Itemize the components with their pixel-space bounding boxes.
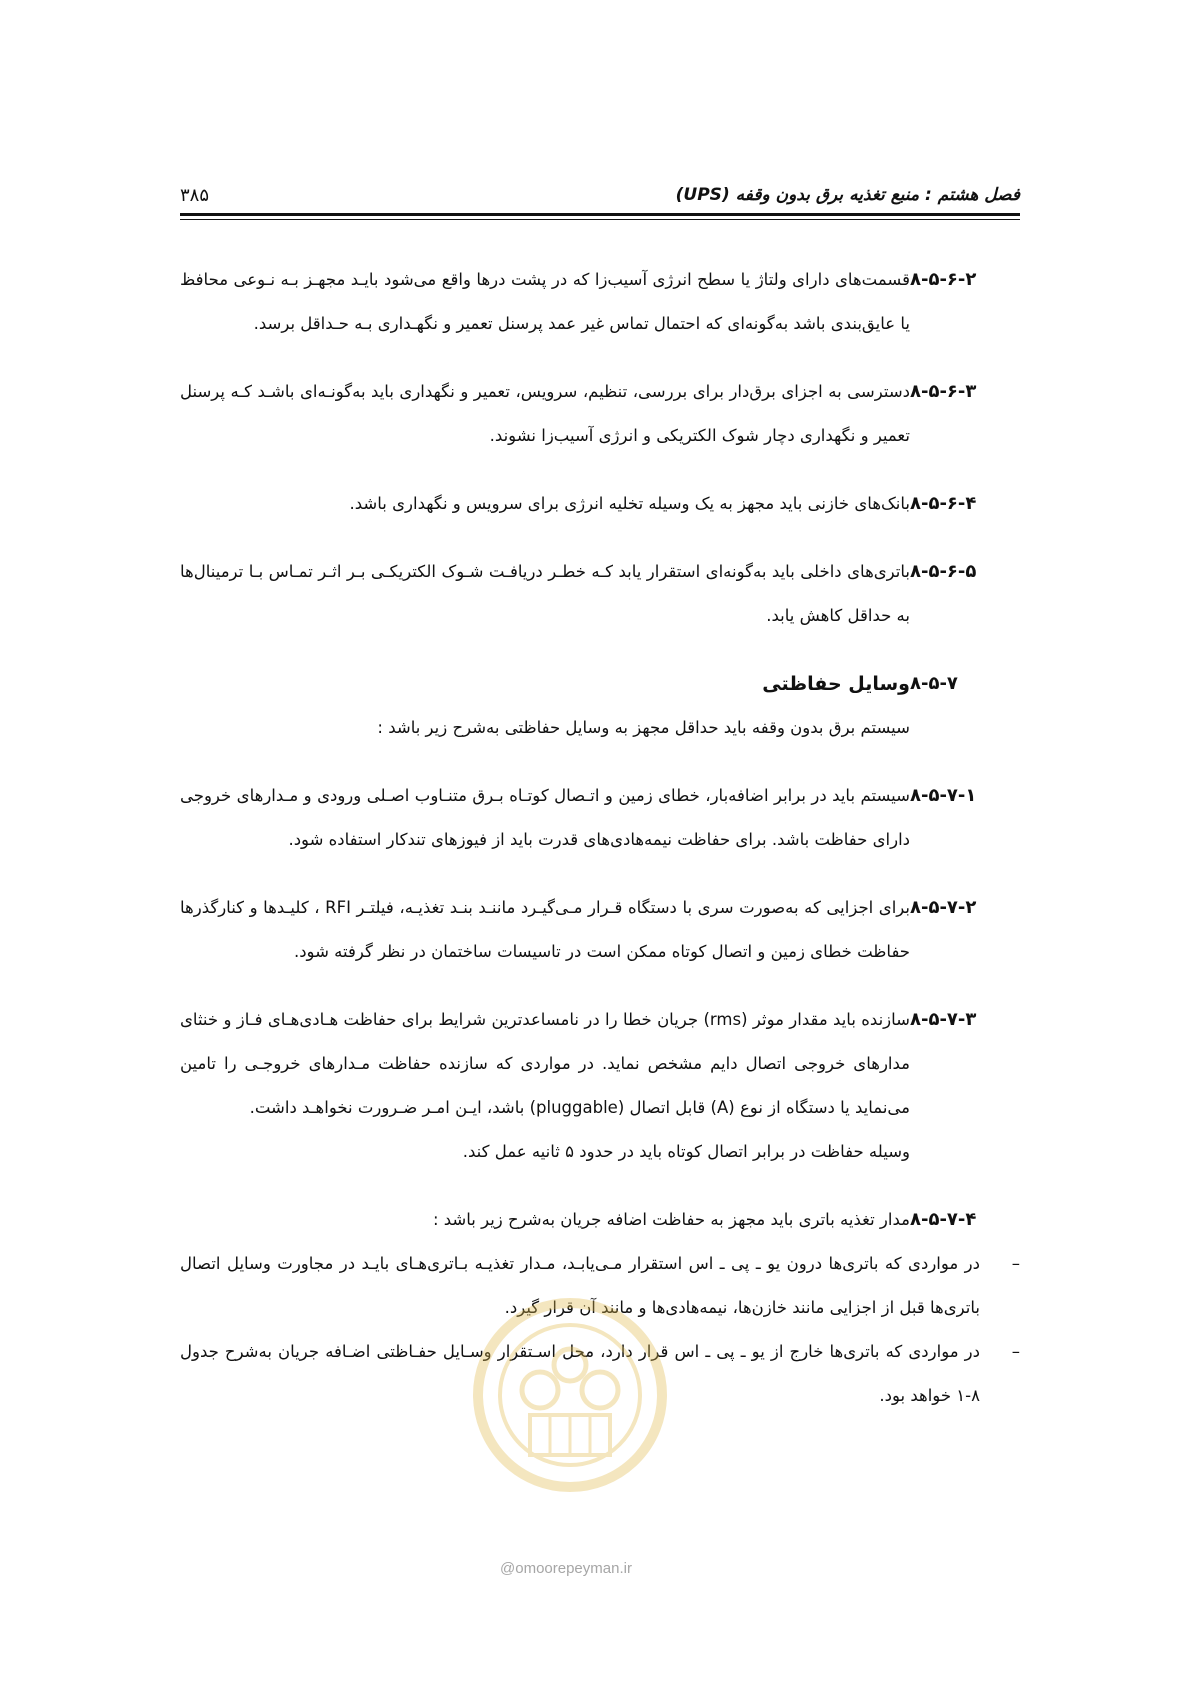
clause-note: وسیله حفاظت در برابر اتصال کوتاه باید در حدود ۵ ثانیه عمل کند. bbox=[462, 1142, 910, 1161]
clause-text: برای اجزایی که به‌صورت سری با دستگاه قـرار مـی‌گیـرد ماننـد بنـد تغذیـه، فیلتـر RFI ، کلیـدها و کنارگذرها حفاظت خطای زمین و اتصال کوتاه ممکن است در تاسیسات ساختمان در نظر گرفته شود. bbox=[180, 898, 910, 961]
chapter-title: فصل هشتم : منبع تغذیه برق بدون وقفه (UPS) bbox=[675, 185, 1020, 205]
section-heading bbox=[180, 662, 1020, 706]
bullet-dash: – bbox=[1011, 1254, 1020, 1273]
page-content bbox=[180, 258, 1020, 1418]
clause-text: بانک‌های خازنی باید مجهز به یک وسیله تخلیه انرژی برای سرویس و نگهداری باشد. bbox=[349, 494, 910, 513]
bullet-text: در مواردی که باتری‌ها خارج از یو ـ پی ـ اس قرار دارد، محل اسـتقرار وسـایل حفـاظتی اضـافه جریان به‌شرح جدول ۸-۱ خواهد بود. bbox=[180, 1342, 980, 1405]
bullet-text: در مواردی که باتری‌ها درون یو ـ پی ـ اس استقرار مـی‌یابـد، مـدار تغذیـه بـاتری‌هـای بایـد در مجاورت وسایل اتصال باتری‌ها قبل از اجزایی مانند خازن‌ها، نیمه‌هادی‌ها و مانند آن قرار گیرد. bbox=[180, 1254, 980, 1317]
clause-number: ۸-۵-۶-۳ bbox=[910, 381, 977, 402]
clause bbox=[180, 1198, 1020, 1242]
clause-text: مدار تغذیه باتری باید مجهز به حفاظت اضافه جریان به‌شرح زیر باشد : bbox=[432, 1210, 910, 1229]
header-rule-thin bbox=[180, 219, 1020, 220]
clause-number: ۸-۵-۶-۵ bbox=[910, 561, 977, 582]
bullet-dash: – bbox=[1011, 1342, 1020, 1361]
section-number: ۸-۵-۷ bbox=[910, 673, 958, 694]
clause-text: سازنده باید مقدار موثر (rms) جریان خطا را در نامساعدترین شرایط برای حفاظت هـادی‌هـای فـاز و خنثای مدارهای خروجی اتصال دایم مشخص نماید. در مواردی که سازنده حفاظت مـدارهای خروجـی را تامین می‌نماید یا دستگاه از نوع (A) قابل اتصال (pluggable) باشد، ایـن امـر ضـرورت نخواهـد داشت. bbox=[180, 1010, 910, 1117]
clause bbox=[180, 258, 1020, 346]
clause-text: باتری‌های داخلی باید به‌گونه‌ای استقرار یابد کـه خطـر دریافـت شـوک الکتریکـی بـر اثـر تمـاس بـا ترمینال‌ها به حداقل کاهش یابد. bbox=[180, 562, 910, 625]
clause-number: ۸-۵-۷-۳ bbox=[910, 1009, 977, 1030]
clause-text: سیستم باید در برابر اضافه‌بار، خطای زمین و اتـصال کوتـاه بـرق متنـاوب اصـلی ورودی و مـدارهای خروجی دارای حفاظت باشد. برای حفاظت نیمه‌هادی‌های قدرت باید از فیوزهای تندکار استفاده شود. bbox=[180, 786, 910, 849]
clause-text: قسمت‌های دارای ولتاژ یا سطح انرژی آسیب‌زا که در پشت درها واقع می‌شود بایـد مجهـز بـه نـوعی محافظ یا عایق‌بندی باشد به‌گونه‌ای که احتمال تماس غیر عمد پرسنل تعمیر و نگهـداری بـه حـداقل برسد. bbox=[180, 270, 910, 333]
watermark-logo-icon bbox=[470, 1295, 670, 1495]
header-rule-thick bbox=[180, 213, 1020, 216]
clause-number: ۸-۵-۷-۲ bbox=[910, 897, 977, 918]
clause bbox=[180, 998, 1020, 1174]
clause-number: ۸-۵-۶-۴ bbox=[910, 493, 977, 514]
clause bbox=[180, 886, 1020, 974]
clause bbox=[180, 774, 1020, 862]
section-intro: سیستم برق بدون وقفه باید حداقل مجهز به وسایل حفاظتی به‌شرح زیر باشد : bbox=[377, 718, 910, 737]
clause-number: ۸-۵-۶-۲ bbox=[910, 269, 977, 290]
clause bbox=[180, 550, 1020, 638]
clause-number: ۸-۵-۷-۱ bbox=[910, 785, 977, 806]
section-title: وسایل حفاظتی bbox=[762, 673, 910, 695]
watermark-text: @omoorepeyman.ir bbox=[500, 1560, 632, 1577]
clause-text: دسترسی به اجزای برق‌دار برای بررسی، تنظیم، سرویس، تعمیر و نگهداری باید به‌گونـه‌ای باشـد کـه پرسنل تعمیر و نگهداری دچار شوک الکتریکی و انرژی آسیب‌زا نشوند. bbox=[180, 382, 910, 445]
clause bbox=[180, 370, 1020, 458]
page-number: ۳۸۵ bbox=[180, 184, 210, 206]
clause-number: ۸-۵-۷-۴ bbox=[910, 1209, 977, 1230]
clause bbox=[180, 482, 1020, 526]
page-header bbox=[180, 180, 1020, 210]
